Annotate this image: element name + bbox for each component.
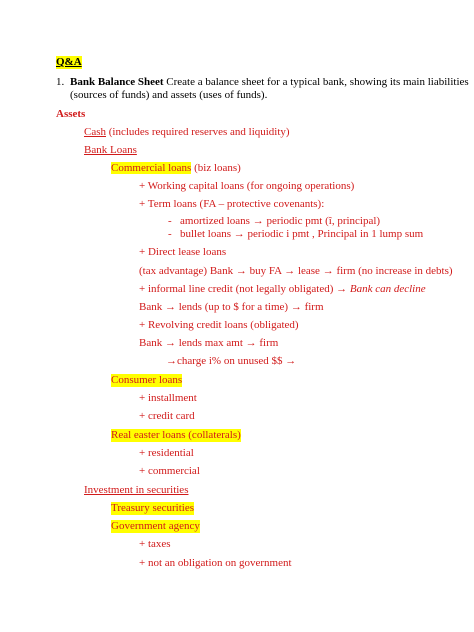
question-text-2: (sources of funds) and assets (uses of funds). (70, 89, 268, 101)
bank-loans-heading: Bank Loans (84, 144, 137, 156)
cash-note: (includes required reserves and liquidity) (106, 126, 290, 138)
bullet-loans-item: bullet loans → periodic i pmt , Principal in 1 lump sum (180, 228, 424, 240)
term-loans-item: + Term loans (FA – protective covenants): (139, 198, 325, 210)
informal-credit-italic: Bank can decline (349, 283, 426, 295)
treasury-securities-label: Treasury securities (111, 502, 194, 514)
installment-item: + installment (139, 392, 197, 404)
credit-card-item: + credit card (139, 410, 195, 422)
question-title: Bank Balance Sheet (70, 76, 164, 88)
question-text-1: Create a balance sheet for a typical bank, showing its main liabilities (166, 76, 469, 88)
direct-lease-item: + Direct lease loans (139, 246, 227, 258)
charge-unused-item: →charge i% on unused $$ → (166, 355, 297, 367)
revolving-credit-item: + Revolving credit loans (obligated) (139, 319, 299, 331)
question-number: 1. (56, 76, 65, 88)
tax-advantage-item: (tax advantage) Bank → buy FA → lease → firm (no increase in debts) (139, 265, 453, 277)
not-obligation-item: + not an obligation on government (139, 557, 292, 569)
taxes-item: + taxes (139, 538, 171, 550)
commercial-loans-note: (biz loans) (191, 162, 241, 174)
cash-line (84, 126, 290, 139)
lends-max-item: Bank → lends max amt → firm (139, 337, 279, 349)
qa-heading: Q&A (56, 56, 82, 68)
real-estate-loans-label: Real easter loans (collaterals) (111, 429, 241, 441)
consumer-loans-label: Consumer loans (111, 374, 183, 386)
dash-bullet-2: - (168, 228, 172, 240)
informal-credit-text: + informal line credit (not legally obligated) → (139, 283, 350, 295)
commercial-loans-label: Commercial loans (111, 162, 192, 174)
amortized-loans-item: amortized loans → periodic pmt (î, principal) (180, 215, 381, 227)
question-line-1 (70, 76, 469, 89)
informal-credit-item (139, 283, 426, 296)
assets-heading: Assets (56, 108, 86, 120)
commercial-item: + commercial (139, 465, 200, 477)
cash-label: Cash (84, 126, 106, 138)
government-agency-label: Government agency (111, 520, 200, 532)
working-capital-item: + Working capital loans (for ongoing operations) (139, 180, 355, 192)
commercial-loans-line (111, 162, 241, 175)
residential-item: + residential (139, 447, 194, 459)
dash-bullet-1: - (168, 215, 172, 227)
investment-heading: Investment in securities (84, 484, 189, 496)
lends-up-to-item: Bank → lends (up to $ for a time) → firm (139, 301, 324, 313)
